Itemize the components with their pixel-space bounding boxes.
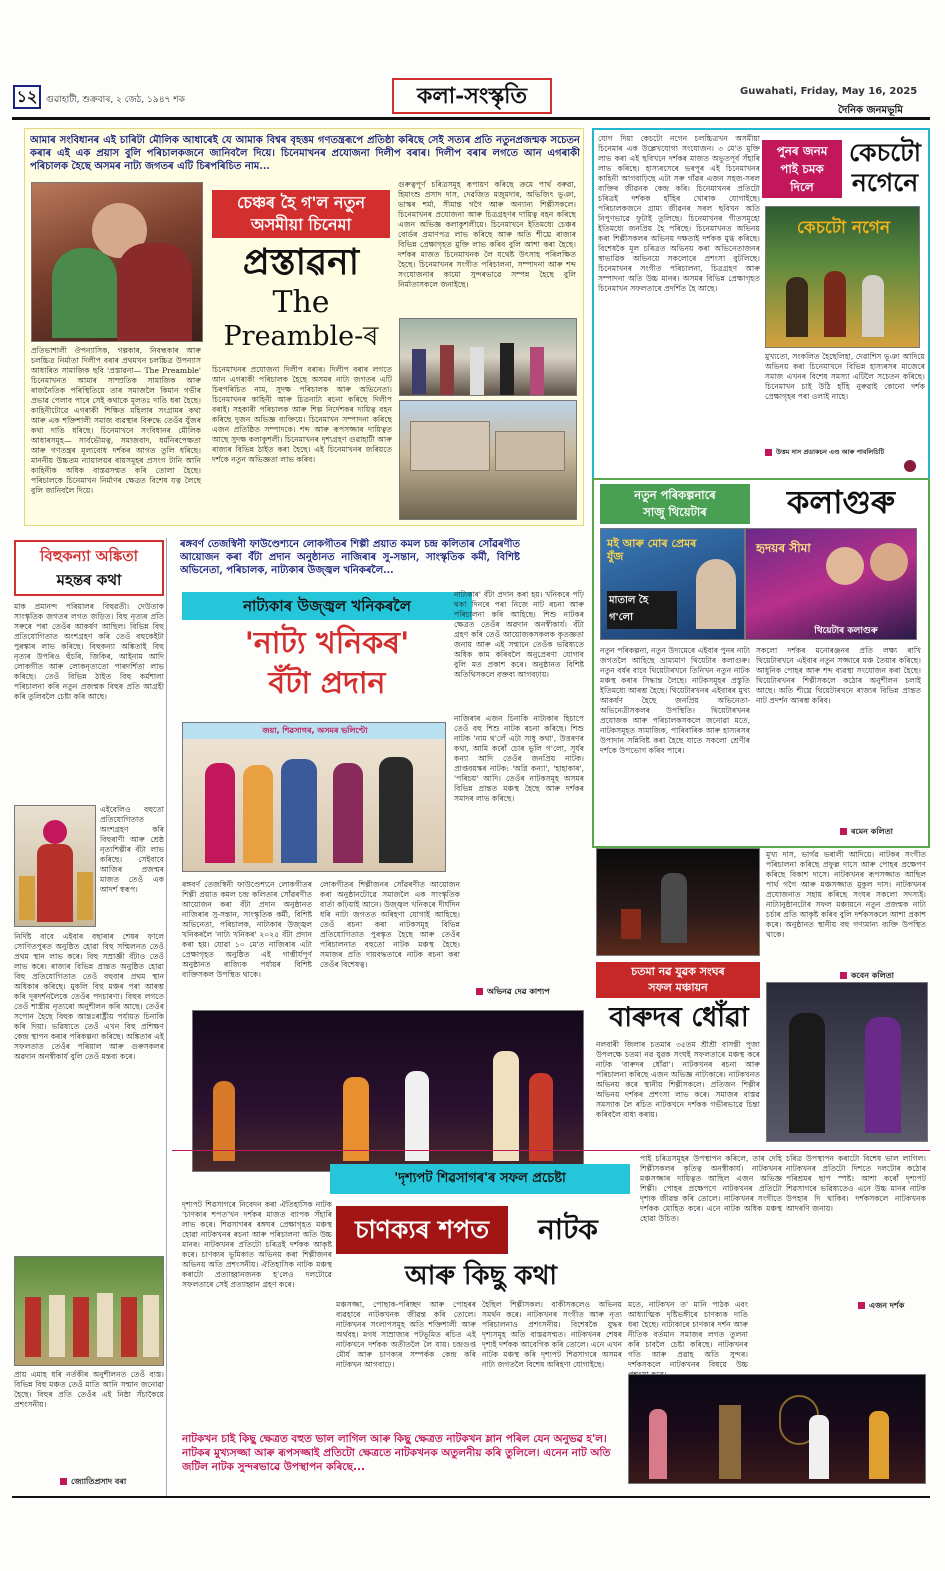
bihu-body4: প্ৰায় এমাহ ধৰি নৰ্তকীৰ অনুশীলনত তেওঁ ব্যস্ত। বিভিন্ন বিহু মঞ্চত তেওঁ মাতি আনি সন্মান জনোৱা হৈছে। বিহুৰ প্ৰতি তেওঁৰ এই নিষ্ঠা সঁচাকৈয়ে প্ৰশংসনীয়। [14, 1370, 164, 1409]
chanakya-col3: হৈছিল শিল্পীসকল। বাকীসকলেও অভিনয় সমৰ্থন কৰে। নাটকখনৰ সংগীত আৰু নৃত্য পৰিচালনাও প্ৰশংসনীয়। বিশেষকৈ যুদ্ধৰ দৃশ্যসমূহ অতি বাস্তৱসন্মত। নাটকখনৰ শেষৰ দৃশ্যই দৰ্শকক আবেগিক কৰি তোলে। এনে এখন নাটক মঞ্চস্থ কৰি দৃশ্যপট শিৱসাগৰে অসমৰ নাট্য জগতলৈ বিশেষ অৰিহণা যোগাইছে। [482, 1300, 622, 1369]
barud-credit: কবেন কলিতা [840, 970, 894, 983]
natya-stage-photo [192, 1010, 584, 1172]
chanakya-col4: মতে, নাটকখন ত' মানি পাঠক এবং আধ্যাত্মিক দৃষ্টিভঙ্গীৰে চাণক্যক দাঙি ধৰা হৈছে। নাট্যকাৰে চাণক্যৰ দৰ্শন আৰু নীতিক বৰ্তমান সমাজৰ লগত তুলনা কৰি চাবলৈ চেষ্টা কৰিছে। নাটকখনৰ গতি আৰু প্ৰৱাহ অতি সুন্দৰ। দৰ্শকসকলে নাটকখনৰ বিষয়ে উচ্চ [628, 1300, 748, 1369]
kalaguru-title: কলাগুৰু [787, 483, 895, 521]
header-date-english: Guwahati, Friday, May 16, 2025 [740, 86, 918, 97]
chanakya-pull-quote: নাটকখন চাই কিছু ক্ষেত্ৰত বহুত ভাল লাগিল আৰু কিছু ক্ষেত্ৰত নাটকখন ম্লান পৰিল যেন অনুভৱ হ'ল। নাটকৰ মুখ্যসজ্জা আৰু ৰূপসজ্জাই প্ৰতিটো ক্ষেত্ৰতে নাটকখনক অতুলনীয় কৰি তুলিলে। এনেন নাট অতি জটিল নাটক সুন্দৰভাৱে উপস্থাপন কৰিছে... [182, 1433, 611, 1473]
kalaguru-poster-1: মই আৰু মোৰ প্ৰেমৰ যুঁজ মাতাল হৈ গ'লো [600, 528, 745, 640]
preamble-col1: প্ৰতিভাশালী ঔপন্যাসিক, গল্পকাৰ, নিবন্ধকাৰ আৰু চলচ্চিত্ৰ নিৰ্মাতা দিলীপ বৰাৰ প্ৰথমখন চলচ্চিত্ৰ উপন্যাস আধাৰিত সামাজিক ছবি 'প্ৰস্তাৱনা— The Preamble' চিনেমাখনত আমাৰ সাম্প্ৰতিক সামাজিক আৰু ৰাজনৈতিক পৰিস্থিতিয়ে তাৰ সমাজলৈ কিমান গভীৰ প্ৰভাৱ পেলাব পাৰে সেই কথাকে মূলতঃ দাঙি ধৰা হৈছে। কাহিনীটোৱে এগৰাকী শিক্ষিত মহিলাৰ সংগ্ৰামৰ কথা আৰু এক শক্তিশালী সমাজ ব্যৱস্থাৰ বিৰুদ্ধে তেওঁৰ যুঁজৰ কথা দাঙি ধৰিছে। চিনেমাখনে সংবিধানৰ মৌলিক আধাৰসমূহ— সাৰ্বভৌমত্ব, সমাজবাদ, ধৰ্মনিৰপেক্ষতা আৰু গণতন্ত্ৰৰ মূল্যবোধ দৰ্শকৰ আগত তুলি ধৰিছে। মাননীয় উচ্চতম ন্যায়ালয়ৰ ৰায়সমূহৰ প্ৰসংগ টানি আনি কাহিনীক অধিক বাস্তৱসন্মত কৰি তোলা হৈছে। পৰিচালকে চিনেমাখন নিৰ্মাণৰ ক্ষেত্ৰত বিশেষ যত্ন লৈছে বুলি জানিবলৈ দিয়ে। [31, 346, 201, 495]
chanakya-col5: পাই চৰিত্ৰসমূহৰ উপস্থাপন কৰিলে, তাৰ দেহি শিল্পীসকলৰ কৃতিত্ব অনস্বীকাৰ্য। নাটকখনৰ মঞ্চসজ্জাৰ দায়িত্বত আছিল এজন অভিজ্ঞ শিল্পী। পোহৰ প্ৰক্ষেপণে নাটকখনৰ প্ৰতিটো দৃশ্যক জীৱন্ত কৰি তোলে। নাটকখনৰ সংগীতে দৰ্শকক মোহিত কৰে। এনে নাটক অধিক মঞ্চস্থ হোৱা উচিত। [640, 1154, 782, 1223]
kalaguru-kicker: নতুন পৰিকল্পনাৰে সাজু থিয়েটাৰ [600, 484, 750, 524]
barud-body-top: মূখ্য দাস, ভাৰ্গৱ ভৰালী আদিয়ে। নাটকৰ সংগীত পৰিচালনা কৰিছে প্ৰফুল্ল দাসে আৰু পোহৰ প্ৰক্ষেপণ কৰিছে বিকাশ দাসে। নাটকখনৰ ৰূপসজ্জাত আছিল পাৰ্থ গগৈ আৰু মঞ্চসজ্জাত মুকুল দাস। নাটকখনৰ প্ৰযোজনাত সহায় কৰিছে সংঘৰ সকলো সদস্যই। নাট্যানুষ্ঠানটোৰ সফল মঞ্চায়নে নতুন প্ৰজন্মক নাট্য চৰ্চাৰ প্ৰতি আকৃষ্ট কৰিব বুলি দৰ্শকসকলে আশা প্ৰকাশ কৰে। অনুষ্ঠানত স্থানীয় বহু গণ্যমান্য ব্যক্তি উপস্থিত থাকে। [766, 850, 926, 939]
bihu-dancer-photo [14, 805, 96, 927]
chanakya-title-main: চাণক্যৰ শপত [336, 1206, 508, 1254]
preamble-kicker: চেঞ্চৰ হৈ গ'ল নতুন অসমীয়া চিনেমা [212, 190, 390, 238]
natya-kicker: নাট্যকাৰ উজ্জ্বল খনিকৰলৈ [182, 592, 472, 620]
footer-rule [12, 1496, 930, 1498]
kalaguru-credit: ৰমেন কলিতা [840, 826, 893, 839]
kechato-title: কেচটো নগেনে [848, 138, 922, 197]
kechato-kicker: পুনৰ জনম পাই চমক দিলে [762, 140, 842, 198]
natya-col4: নাজিৰাৰ এজন চিনাকি নাট্যকাৰ হিচাপে তেওঁ বহু শিশু নাটক ৰচনা কৰিছে। শিশু নাটক 'নাম থ'লেঁ এটা সাধু কথা', উত্তৰণৰ কথা, আমি কৰোঁ চোৰ ভুলি গ'লো, সূৰ্যৰ কন্যা আদি তেওঁৰ জনপ্ৰিয় নাটক। প্ৰাপ্তবয়স্কৰ নাটক: 'অগ্নি কন্যা', 'হাহাকাৰ', 'পৰিচয়' আদি। তেওঁৰ নাটকসমূহ অসমৰ বিভিন্ন প্ৰান্তত মঞ্চস্থ হৈছে আৰু দৰ্শকৰ সমাদৰ লাভ কৰিছে। [454, 714, 584, 803]
kalaguru-body2: সকলো দৰ্শকৰ মনোৰঞ্জনৰ প্ৰতি লক্ষ্য ৰাখি থিয়েটাৰখনে এইবাৰ নতুন সজ্জাৰে মঞ্চ তৈয়াৰ কৰিছে। আধুনিক পোহৰ আৰু শব্দ ব্যৱস্থা সংযোজন কৰা হৈছে। থিয়েটাৰখনৰ শিল্পীসকলে কঠোৰ অনুশীলন চলাই আছে। অতি শীঘ্ৰে থিয়েটাৰখনে ৰাজ্যৰ বিভিন্ন প্ৰান্তত নাট প্ৰদৰ্শন আৰম্ভ কৰিব। [756, 646, 921, 705]
barud-stage-photo [596, 848, 760, 956]
natya-credit: অভিনৱ দেৱ কাশ্যপ [476, 986, 550, 999]
header-date-assamese: গুৱাহাটী, শুক্ৰবাৰ, ২ জেঠ, ১৯৪৭ শক [46, 95, 185, 105]
kechato-poster: কেচটো নগেন [765, 206, 920, 348]
preamble-actresses-photo [31, 182, 203, 342]
preamble-rally-photo [399, 318, 577, 396]
chanakya-col2: মঞ্চসজ্জা, পোছাক-পৰিচ্ছদ আৰু পোহৰৰ ব্যৱহাৰে নাটকখনক জীৱন্ত কৰি তোলে। নাটকখনৰ সংলাপসমূহ অতি শক্তিশালী আৰু অৰ্থবহ। মগধ সাম্ৰাজ্যৰ পটভূমিত ৰচিত এই নাটকখনে দৰ্শকক অতীতলৈ লৈ যায়। চন্দ্ৰগুপ্ত মৌৰ্য আৰু চাণক্যৰ সম্পৰ্কক কেন্দ্ৰ কৰি নাটকখন আগবাঢ়ে। [336, 1300, 476, 1369]
header-rule [12, 117, 930, 120]
kechato-end-dot [904, 460, 916, 472]
natya-col2: লোকগীতৰ শিল্পীজনৰ সোঁৱৰণীত আয়োজন কৰা অনুষ্ঠানটোৱে সমাজলৈ এক সাংস্কৃতিক বাৰ্তা কঢ়িয়াই আনে। উজ্জ্বল খনিকৰে দীৰ্ঘদিন ধৰি নাট্য জগতত অৰিহণা যোগাই আহিছে। তেওঁ ৰচনা কৰা নাটকসমূহ বিভিন্ন প্ৰতিযোগিতাত পুৰস্কৃত হৈছে আৰু তেওঁৰ পৰিচালনাত বহুতো নাটক মঞ্চস্থ হৈছে। সমাজৰ প্ৰতি দায়বদ্ধতাৰে নাটক ৰচনা কৰা তেওঁৰ বিশেষত্ব। [320, 880, 460, 969]
page-number: ১২ [13, 85, 41, 109]
kalaguru-body: নতুন পৰিকল্পনা, নতুন উদ্যমেৰে এইবাৰ পুনৰ নাট্য জগতলৈ আহিছে ভ্ৰাম্যমাণ থিয়েটাৰ কলাগুৰু। নতুন বৰ্ষৰ বাবে থিয়েটাৰখনে তিনিখন নতুন নাটক মঞ্চস্থ কৰাৰ সিদ্ধান্ত লৈছে। নাটকসমূহৰ প্ৰস্তুতি ইতিমধ্যে আৰম্ভ হৈছে। থিয়েটাৰখনৰ এইবাৰৰ মুখ্য আকৰ্ষণ হৈছে জনপ্ৰিয় অভিনেতা-অভিনেত্ৰীসকলৰ উপস্থিতি। থিয়েটাৰখনৰ প্ৰযোজক আৰু পৰিচালকসকলে জনোৱা মতে, নাটকসমূহত সামাজিক, পাৰিবাৰিক আৰু হাস্যৰসৰ উপাদান সন্নিবিষ্ট কৰা হৈছে যাতে সকলো শ্ৰেণীৰ দৰ্শকে উপভোগ কৰিব পাৰে। [600, 646, 750, 755]
chanakya-col1: দৃশ্যপট শিৱসাগৰে নিবেদন কৰা ঐতিহাসিক নাটক 'চাণক্যৰ শপত'খন দৰ্শকৰ মাজত ব্যাপক সঁহাৰি লাভ কৰে। শিৱসাগৰৰ ৰঙ্গঘৰ প্ৰেক্ষাগৃহত মঞ্চস্থ হোৱা নাটকখনৰ ৰচনা আৰু পৰিচালনা অতি উচ্চ মানৰ। নাটকখনৰ প্ৰতিটো চৰিত্ৰই দৰ্শকক আকৃষ্ট কৰে। চাণক্যৰ ভূমিকাত অভিনয় কৰা শিল্পীজনৰ অভিনয় অতি প্ৰশংসনীয়। ঐতিহাসিক নাটক মঞ্চস্থ কৰাটো প্ৰত্যাহ্বানজনক হ'লেও দলটোৱে সফলতাৰে সেই প্ৰত্যাহ্বান গ্ৰহণ কৰে। [182, 1200, 332, 1289]
chanakya-kicker: 'দৃশ্যপট শিৱসাগৰ'ৰ সফল প্ৰচেষ্টা [330, 1164, 630, 1194]
preamble-intro: আমাৰ সংবিধানৰ এই চাৰিটা মৌলিক আধাৰেই যে আমাক বিশ্বৰ বৃহত্তম গণতন্ত্ৰৰূপে প্ৰতিষ্ঠা কৰিছে সেই সত্যৰ প্ৰতি নতুনপ্ৰজন্মক সচেতন কৰাৰ এই এক প্ৰয়াস বুলি পৰিচালকজনে জানিবলৈ দিয়ে। চিনেমাখনৰ প্ৰযোজনা দিলীপ বৰাৰ। দিলীপ বৰাৰ লগতে আন এগৰাকী পৰিচালক হৈছে অসমৰ নাট্য জগতৰ এটি চিৰপৰিচিত নাম... [30, 135, 580, 172]
preamble-title: প্ৰস্তাৱনা The Preamble-ৰ [223, 241, 379, 352]
preamble-col2: গুৰুত্বপূৰ্ণ চৰিত্ৰসমূহ ৰূপায়ণ কৰিছে ক্ৰমে পাৰ্থ বৰুৱা, হিমাংশু প্ৰসাদ দাস, দেৱজিত মজুমদাৰ, অভিজিৎ ভুঞা, ভাস্কৰ শৰ্মা, সীমান্ত গগৈ আৰু অন্যান্য শিল্পীসকলে। চিনেমাখনৰ প্ৰযোজনা আৰু চিত্ৰগ্ৰহণৰ দায়িত্ব বহন কৰিছে এজন অভিজ্ঞ কলাকুশলীয়ে। চিনেমাখনে ইতিমধ্যে চেঞ্চৰ বোৰ্ডৰ প্ৰমাণপত্ৰ লাভ কৰিছে আৰু অতি শীঘ্ৰে ৰাজ্যৰ বিভিন্ন প্ৰেক্ষাগৃহত মুক্তি লাভ কৰিব বুলি আশা কৰা হৈছে। দৰ্শকৰ মাজত চিনেমাখনক লৈ যথেষ্ট উৎসাহ পৰিলক্ষিত হৈছে। চিনেমাখনৰ সংগীত পৰিচালনা, সম্পাদনা আৰু শব্দ সংযোজনাৰ কামো সুন্দৰভাৱে সম্পন্ন হৈছে বুলি নিৰ্মাতাসকলে জনাইছে। [398, 180, 576, 289]
bihu-body2: এইবেলিও বহুতো প্ৰতিযোগিতাত অংশগ্ৰহণ কৰি বিহুৰাণী আৰু শ্ৰেষ্ঠ নৃত্যশিল্পীৰ বঁটা লাভ কৰিছে। সেইবাবে আজিৰ প্ৰজন্মৰ মাজত তেওঁ এক আদৰ্শ স্বৰূপ। [100, 805, 164, 894]
kechato-body: যোগ দিয়া কেচটো নগেন চলচ্চিত্ৰখন অসমীয়া চিনেমাৰ এক উল্লেখযোগ্য সংযোজন। ৩ মে'ত মুক্তি লাভ কৰা এই ছবিখনে দৰ্শকৰ মাজত অভূতপূৰ্ব সঁহাৰি লাভ কৰিছে। হাস্যৰসেৰে ভৰপূৰ এই চিনেমাখনৰ কাহিনী আগবাঢ়িছে এটা সৰু গাঁৱৰ এজন সহজ-সৰল ব্যক্তিৰ জীৱনক কেন্দ্ৰ কৰি। চিনেমাখনৰ প্ৰতিটো চৰিত্ৰই দৰ্শকক হাঁহিৰ খোৰাক যোগাইছে। পৰিচালকজনে গ্ৰাম্য জীৱনৰ সৰল ছবিখন অতি নিপুণভাৱে ফুটাই তুলিছে। চিনেমাখনৰ গীতসমূহো ইতিমধ্যে জনপ্ৰিয় হৈ পৰিছে। চিনেমাখনত অভিনয় কৰা শিল্পীসকলৰ অভিনয় দক্ষতাই দৰ্শকক মুগ্ধ কৰিছে। বিশেষকৈ মূল চৰিত্ৰত অভিনয় কৰা অভিনেতাজনৰ স্বাভাৱিক অভিনয়ে সকলোৰে প্ৰশংসা বুটলিছে। চিনেমাখনৰ সংগীত পৰিচালনা, চিত্ৰগ্ৰহণ আৰু সম্পাদনা অতি উচ্চ মানৰ। অসমৰ বিভিন্ন প্ৰেক্ষাগৃহত চিনেমাখন সফলতাৰে প্ৰদৰ্শিত হৈ আছে। [598, 134, 760, 293]
kalaguru-poster-2: হৃদয়ৰ সীমা থিয়েটাৰ কলাগুৰু [745, 528, 917, 640]
bihu-group-photo [14, 1256, 164, 1366]
kechato-credit: উত্তম দাস প্ৰডাকচন এণ্ড আৰু পাবলিচিটি [765, 447, 925, 458]
chanakya-col6: চৰিত্ৰ উপস্থাপন কৰাটো বিশেষ ভাল লাগিল। নাটকখনৰ প্ৰতিটো দিশতে দলটোৰ কঠোৰ পৰিশ্ৰমৰ ছাপ স্পষ্ট। আশা কৰোঁ দৃশ্যপট শিৱসাগৰে ভৱিষ্যতেও এনে উচ্চ মানৰ নাটক উপহাৰ দি থাকিব। দৰ্শকসকলে নাটকখনক আদৰণি জনায়। [786, 1154, 926, 1213]
natya-col3: নাট্যকাৰ' বঁটা প্ৰদান কৰা হয়। খনিকৰে পঢ়ি থকা দিনৰে পৰা নিজে নাট ৰচনা আৰু পৰিচালনা কৰি আহিছে। শিশু নাটকৰ ক্ষেত্ৰত তেওঁৰ অৱদান অনস্বীকাৰ্য। বঁটা গ্ৰহণ কৰি তেওঁ আয়োজকসকলক কৃতজ্ঞতা জনায় আৰু এই সন্মানে তেওঁক ভৱিষ্যতে অধিক কাম কৰিবলৈ অনুপ্ৰেৰণা যোগাব বুলি মত প্ৰকাশ কৰে। অনুষ্ঠানত বিশিষ্ট অতিথিসকলে বক্তব্য আগবঢ়ায়। [454, 590, 584, 679]
natya-intro: ৰঙ্গবৰ্ণ তেজস্বিনী ফাউণ্ডেশ্যনে লোকগীতৰ শিল্পী প্ৰয়াত কমল চন্দ্ৰ কলিতাৰ সোঁৱৰণীত আয়োজন কৰা বঁটা প্ৰদান অনুষ্ঠানত নাজিৰাৰ সু-সন্তান, সাংস্কৃতিক কৰ্মী, বিশিষ্ট অভিনেতা, পৰিচালক, নাট্যকাৰ উজ্জ্বল খনিকৰলৈ... [180, 539, 520, 576]
bihu-credit: জ্যোতিপ্ৰসাদ বৰা [60, 1476, 126, 1489]
bihu-title: বিহুকন্যা অঙ্কিতা মহন্তৰ কথা [14, 540, 164, 596]
section-title: কলা-সংস্কৃতি [392, 78, 552, 114]
natya-title: 'নাট্য খনিকৰ' বঁটা প্ৰদান [244, 626, 410, 701]
barud-body: নলবাৰী জিলাৰ চতমাৰ ৩৫তম শ্ৰীশ্ৰী বাসন্তী পূজা উপলক্ষে চতমা নৱ যুৱক সংঘই সফলতাৰে মঞ্চস্থ কৰে নাটক 'বাৰুদৰ ধোঁৱা'। নাটকখনৰ ৰচনা আৰু পৰিচালনা কৰিছে এজন অভিজ্ঞ নাট্যকাৰে। নাটকখনত অভিনয় কৰে স্থানীয় শিল্পীসকলে। প্ৰতিজন শিল্পীৰ অভিনয় দৰ্শকৰ প্ৰশংসা লাভ কৰে। সমাজৰ বাস্তৱ সমস্যাক লৈ ৰচিত নাটকখনে দৰ্শকক গভীৰভাৱে চিন্তা কৰিবলৈ বাধ্য কৰায়। [596, 1040, 760, 1119]
chanakya-title-natak: নাটক [538, 1213, 598, 1246]
chanakya-credit: এজন দৰ্শক [858, 1300, 904, 1313]
bihu-body1: মাক প্ৰমানন্দ পৰিয়ালৰ বিহুৱতী। দেউতাক সাংস্কৃতিক জগতৰ লগত জড়িত। বিহু নৃত্যৰ প্ৰতি সৰুৰে পৰা তেওঁৰ আকৰ্ষণ আছিল। বিভিন্ন বিহু প্ৰতিযোগিতাত অংশগ্ৰহণ কৰি তেওঁ বহুকেইটা পুৰস্কাৰ লাভ কৰিছে। বিহুকন্যা অঙ্কিতাই বিহু নৃত্যৰ উপৰিও হুঁচৰি, জিকিৰ, আইনাম আদি লোকগীত আৰু লোকনৃত্যতো পাৰদৰ্শিতা লাভ কৰিছে। তেওঁ বিভিন্ন ঠাইত বিহু কৰ্মশালা পৰিচালনা কৰি নতুন প্ৰজন্মক বিহুৰ প্ৰতি আগ্ৰহী কৰি তুলিবলৈ চেষ্টা কৰি আছে। [14, 602, 164, 701]
newspaper-name: দৈনিক জনমভূমি [838, 105, 903, 116]
barud-kicker: চতমা নৱ যুৱক সংঘৰ সফল মঞ্চায়ন [596, 962, 760, 998]
bihu-body3: নিৰ্দিষ্ট বাবে এইবাৰ বছাৰাৰ শেষৰ ফালে সোণিতপুৰত অনুষ্ঠিত হোৱা বিহু সন্মিলনত তেওঁ প্ৰথম স্থান লাভ কৰে। বিহু সম্ৰাজ্ঞী বঁটাও তেওঁ লাভ কৰে। ৰাজ্যৰ বিভিন্ন প্ৰান্তত অনুষ্ঠিত হোৱা বিহু প্ৰতিযোগিতাত তেওঁ বহুবাৰ প্ৰথম স্থান অধিকাৰ কৰিছে। মুকলি বিহু মঞ্চৰ পৰা আৰম্ভ কৰি দূৰদৰ্শনলৈকে তেওঁৰ পদচাৰণা। বিহুৰ লগতে তেওঁ শাস্ত্ৰীয় নৃত্যৰো অনুশীলন কৰি আছে। তেওঁৰ সপোন হৈছে বিহুক আন্তঃৰাষ্ট্ৰীয় পৰ্যায়ত চিনাকি কৰি দিয়া। ভৱিষ্যতে তেওঁ এখন বিহু প্ৰশিক্ষণ কেন্দ্ৰ স্থাপন কৰাৰ পৰিকল্পনা কৰিছে। অঙ্কিতাৰ এই সফলতাত তেওঁৰ পৰিয়াল আৰু গুৰুসকলৰ অৱদান অনস্বীকাৰ্য বুলি তেওঁ মন্তব্য কৰে। [14, 932, 164, 1061]
preamble-col3: চিনেমাখনৰ প্ৰযোজনা দিলীপ বৰাৰ। দিলীপ বৰাৰ লগতে আন এগৰাকী পৰিচালক হৈছে অসমৰ নাট্য জগতৰ এটি চিৰপৰিচিত নাম, সুদক্ষ পৰিচালক আৰু অভিনেতা। চিনেমাখনৰ কাহিনী আৰু চিত্ৰনাট্য ৰচনা কৰিছে দিলীপ বৰাই। সহকাৰী পৰিচালক আৰু শিল্প নিৰ্দেশকৰ দায়িত্ব বহন কৰিছে দুজন অভিজ্ঞ ব্যক্তিয়ে। চিনেমাখন সম্পাদনা কৰিছে এজন প্ৰতিষ্ঠিত সম্পাদকে। শব্দ আৰু ৰূপসজ্জাৰ দায়িত্বত আছে সুদক্ষ কলাকুশলী। চিনেমাখনৰ দৃশ্যগ্ৰহণ গুৱাহাটী আৰু ৰাজ্যৰ বিভিন্ন ঠাইত কৰা হৈছে। এই চিনেমাখনৰ জৰিয়তে দৰ্শকে নতুন অভিজ্ঞতা লাভ কৰিব। [212, 365, 392, 464]
barud-title: বাৰুদৰ ধোঁৱা [609, 1002, 749, 1033]
chanakya-stage-photo [628, 1374, 926, 1484]
preamble-campus-photo [399, 400, 577, 520]
chanakya-title-sub: আৰু কিছু কথা [405, 1261, 557, 1291]
natya-award-photo: জয়া, শিৱসাগৰ, অসমৰ ভলিণ্টো [182, 722, 446, 872]
natya-col1: ৰঙ্গবৰ্ণ তেজস্বিনী ফাউণ্ডেশ্যনে লোকগীতৰ শিল্পী প্ৰয়াত কমল চন্দ্ৰ কলিতাৰ সোঁৱৰণীত আয়োজন কৰা বঁটা প্ৰদান অনুষ্ঠানত নাজিৰাৰ সু-সন্তান, সাংস্কৃতিক কৰ্মী, বিশিষ্ট অভিনেতা, পৰিচালক, নাট্যকাৰ উজ্জ্বল খনিকৰলৈ 'নাট্য খনিকৰ' ২০২৫ বঁটা প্ৰদান কৰা হয়। যোৱা ১০ মে'ত নাজিৰাৰ এটা প্ৰেক্ষাগৃহত অনুষ্ঠিত এই গাম্ভীৰ্যপূৰ্ণ অনুষ্ঠানত ৰাজ্যিক পৰ্যায়ৰ বিশিষ্ট ব্যক্তিসকল উপস্থিত থাকে। [182, 880, 312, 979]
barud-actors-photo [766, 982, 928, 1142]
kechato-body2: মুখ্যতো, সংকলিত হৈছেলিহা, দেৱাশিস ভূঞা আদিয়ে অভিনয় কৰা চিনেমাখনে বিভিন্ন হাস্যৰসৰ মাজেৰে সমাজ এখনৰ বিশেষ সমস্যা এটিলৈ সচেতন কৰিছে। চিনেমাখন চাই উঠি হাঁহি নুৰুৱাই কোনো দৰ্শক প্ৰেক্ষাগৃহৰ পৰা ওলাই নাহে। [765, 352, 925, 401]
